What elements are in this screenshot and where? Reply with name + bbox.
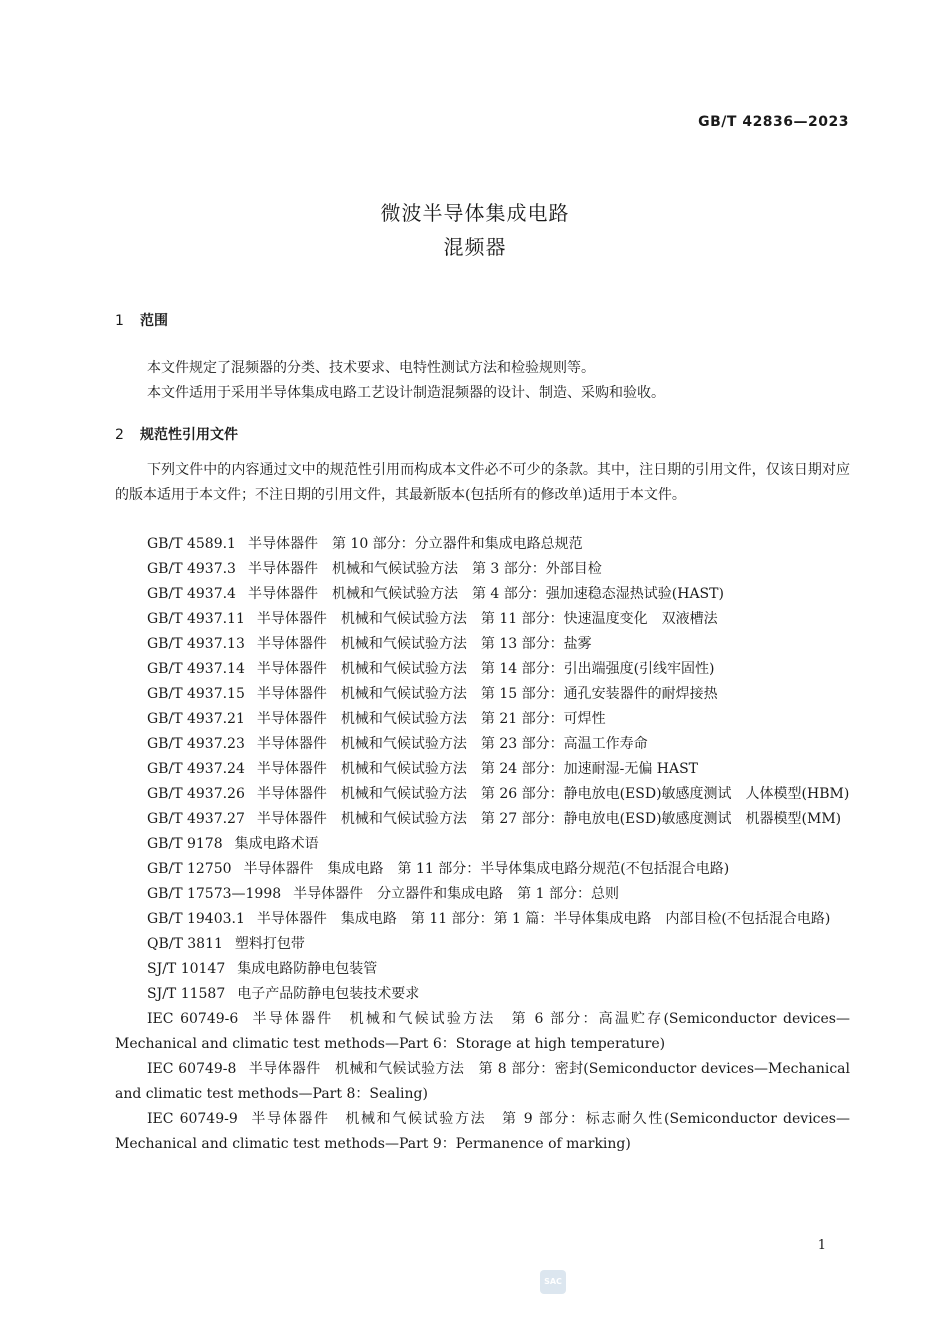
reference-item	[115, 532, 850, 557]
sac-logo-icon: SAC	[540, 1270, 566, 1294]
reference-code: GB/T 4937.13	[147, 636, 245, 652]
reference-item	[115, 807, 850, 832]
section-title: 范围	[140, 313, 168, 329]
reference-title: 半导体器件 第 10 部分：分立器件和集成电路总规范	[247, 536, 583, 552]
reference-code: GB/T 4937.24	[147, 761, 245, 777]
reference-item	[115, 982, 850, 1007]
reference-item	[115, 732, 850, 757]
reference-code: GB/T 4937.23	[147, 736, 245, 752]
reference-item	[115, 632, 850, 657]
section-title: 规范性引用文件	[140, 427, 238, 443]
reference-title: 半导体器件 机械和气候试验方法 第 23 部分：高温工作寿命	[256, 736, 648, 752]
reference-code: IEC 60749-9	[147, 1111, 238, 1127]
section-heading-normative-references	[115, 424, 238, 444]
reference-code: SJ/T 11587	[147, 986, 226, 1002]
reference-item	[115, 757, 850, 782]
reference-code: SJ/T 10147	[147, 961, 226, 977]
reference-item	[115, 932, 850, 957]
reference-item	[115, 1107, 850, 1157]
paragraph: 本文件适用于采用半导体集成电路工艺设计制造混频器的设计、制造、采购和验收。	[147, 385, 665, 401]
reference-title: 半导体器件 集成电路 第 11 部分：第 1 篇：半导体集成电路 内部目检(不包括混合电路)	[256, 911, 831, 927]
section-number: 1	[115, 313, 124, 329]
reference-item	[115, 557, 850, 582]
reference-code: GB/T 17573—1998	[147, 886, 282, 902]
reference-title: 半导体器件 分立器件和集成电路 第 1 部分：总则	[293, 886, 619, 902]
reference-code: GB/T 4937.15	[147, 686, 245, 702]
reference-item	[115, 857, 850, 882]
reference-title: 半导体器件 机械和气候试验方法 第 14 部分：引出端强度(引线牢固性)	[256, 661, 715, 677]
reference-title: 半导体器件 机械和气候试验方法 第 3 部分：外部目检	[247, 561, 602, 577]
paragraph: 本文件规定了混频器的分类、技术要求、电特性测试方法和检验规则等。	[147, 360, 595, 376]
reference-code: GB/T 12750	[147, 861, 232, 877]
paragraph: 下列文件中的内容通过文中的规范性引用而构成本文件必不可少的条款。其中，注日期的引用文件，仅该日期对应的版本适用于本文件；不注日期的引用文件，其最新版本(包括所有的修改单)适用于本文件。	[115, 462, 850, 503]
page-number: 1	[817, 1238, 826, 1253]
reference-title: 半导体器件 机械和气候试验方法 第 21 部分：可焊性	[256, 711, 606, 727]
reference-title: 半导体器件 机械和气候试验方法 第 26 部分：静电放电(ESD)敏感度测试 人体模型(HBM)	[256, 786, 850, 802]
reference-title: 半导体器件 机械和气候试验方法 第 4 部分：强加速稳态湿热试验(HAST)	[247, 586, 724, 602]
reference-code: GB/T 4937.26	[147, 786, 245, 802]
references-intro	[115, 458, 850, 508]
document-title: 微波半导体集成电路	[380, 201, 570, 225]
reference-code: IEC 60749-6	[147, 1011, 239, 1027]
reference-item	[115, 832, 850, 857]
reference-code: GB/T 4589.1	[147, 536, 236, 552]
reference-title: 半导体器件 机械和气候试验方法 第 15 部分：通孔安装器件的耐焊接热	[256, 686, 718, 702]
reference-item	[115, 682, 850, 707]
reference-code: GB/T 4937.27	[147, 811, 245, 827]
reference-item	[115, 782, 850, 807]
reference-title: 半导体器件 机械和气候试验方法 第 6 部分：高温贮存(Semiconductor devices—Mechanical and climatic test methods—Part 6：Storage at high temperature)	[115, 1011, 850, 1052]
reference-code: GB/T 9178	[147, 836, 223, 852]
reference-item	[115, 907, 850, 932]
reference-title: 集成电路防静电包装管	[237, 961, 378, 977]
reference-title: 半导体器件 集成电路 第 11 部分：半导体集成电路分规范(不包括混合电路)	[243, 861, 730, 877]
reference-item	[115, 582, 850, 607]
reference-code: GB/T 4937.14	[147, 661, 245, 677]
reference-title: 塑料打包带	[234, 936, 305, 952]
reference-item	[115, 657, 850, 682]
reference-item	[115, 1057, 850, 1107]
reference-code: GB/T 4937.3	[147, 561, 236, 577]
reference-item	[115, 707, 850, 732]
reference-title: 电子产品防静电包装技术要求	[237, 986, 420, 1002]
reference-item	[115, 1007, 850, 1057]
reference-title: 半导体器件 机械和气候试验方法 第 13 部分：盐雾	[256, 636, 592, 652]
document-subtitle: 混频器	[443, 235, 507, 259]
reference-code: GB/T 4937.4	[147, 586, 236, 602]
standard-number: GB/T 42836—2023	[698, 114, 849, 130]
reference-title: 集成电路术语	[234, 836, 319, 852]
reference-item	[115, 882, 850, 907]
reference-title: 半导体器件 机械和气候试验方法 第 9 部分：标志耐久性(Semiconductor devices—Mechanical and climatic test methods—Part 9：Permanence of marking)	[115, 1111, 850, 1152]
reference-code: GB/T 4937.21	[147, 711, 245, 727]
reference-item	[115, 607, 850, 632]
reference-title: 半导体器件 机械和气候试验方法 第 8 部分：密封(Semiconductor devices—Mechanical and climatic test methods—Part 8：Sealing)	[115, 1061, 850, 1102]
reference-item	[115, 957, 850, 982]
reference-code: QB/T 3811	[147, 936, 223, 952]
reference-title: 半导体器件 机械和气候试验方法 第 24 部分：加速耐湿-无偏 HAST	[256, 761, 699, 777]
reference-code: GB/T 19403.1	[147, 911, 245, 927]
section-number: 2	[115, 427, 124, 443]
section-heading-scope	[115, 310, 168, 330]
reference-code: IEC 60749-8	[147, 1061, 237, 1077]
reference-title: 半导体器件 机械和气候试验方法 第 11 部分：快速温度变化 双液槽法	[256, 611, 718, 627]
reference-title: 半导体器件 机械和气候试验方法 第 27 部分：静电放电(ESD)敏感度测试 机器模型(MM)	[256, 811, 842, 827]
reference-code: GB/T 4937.11	[147, 611, 245, 627]
scope-paragraphs	[115, 356, 850, 406]
reference-list	[115, 532, 850, 1157]
